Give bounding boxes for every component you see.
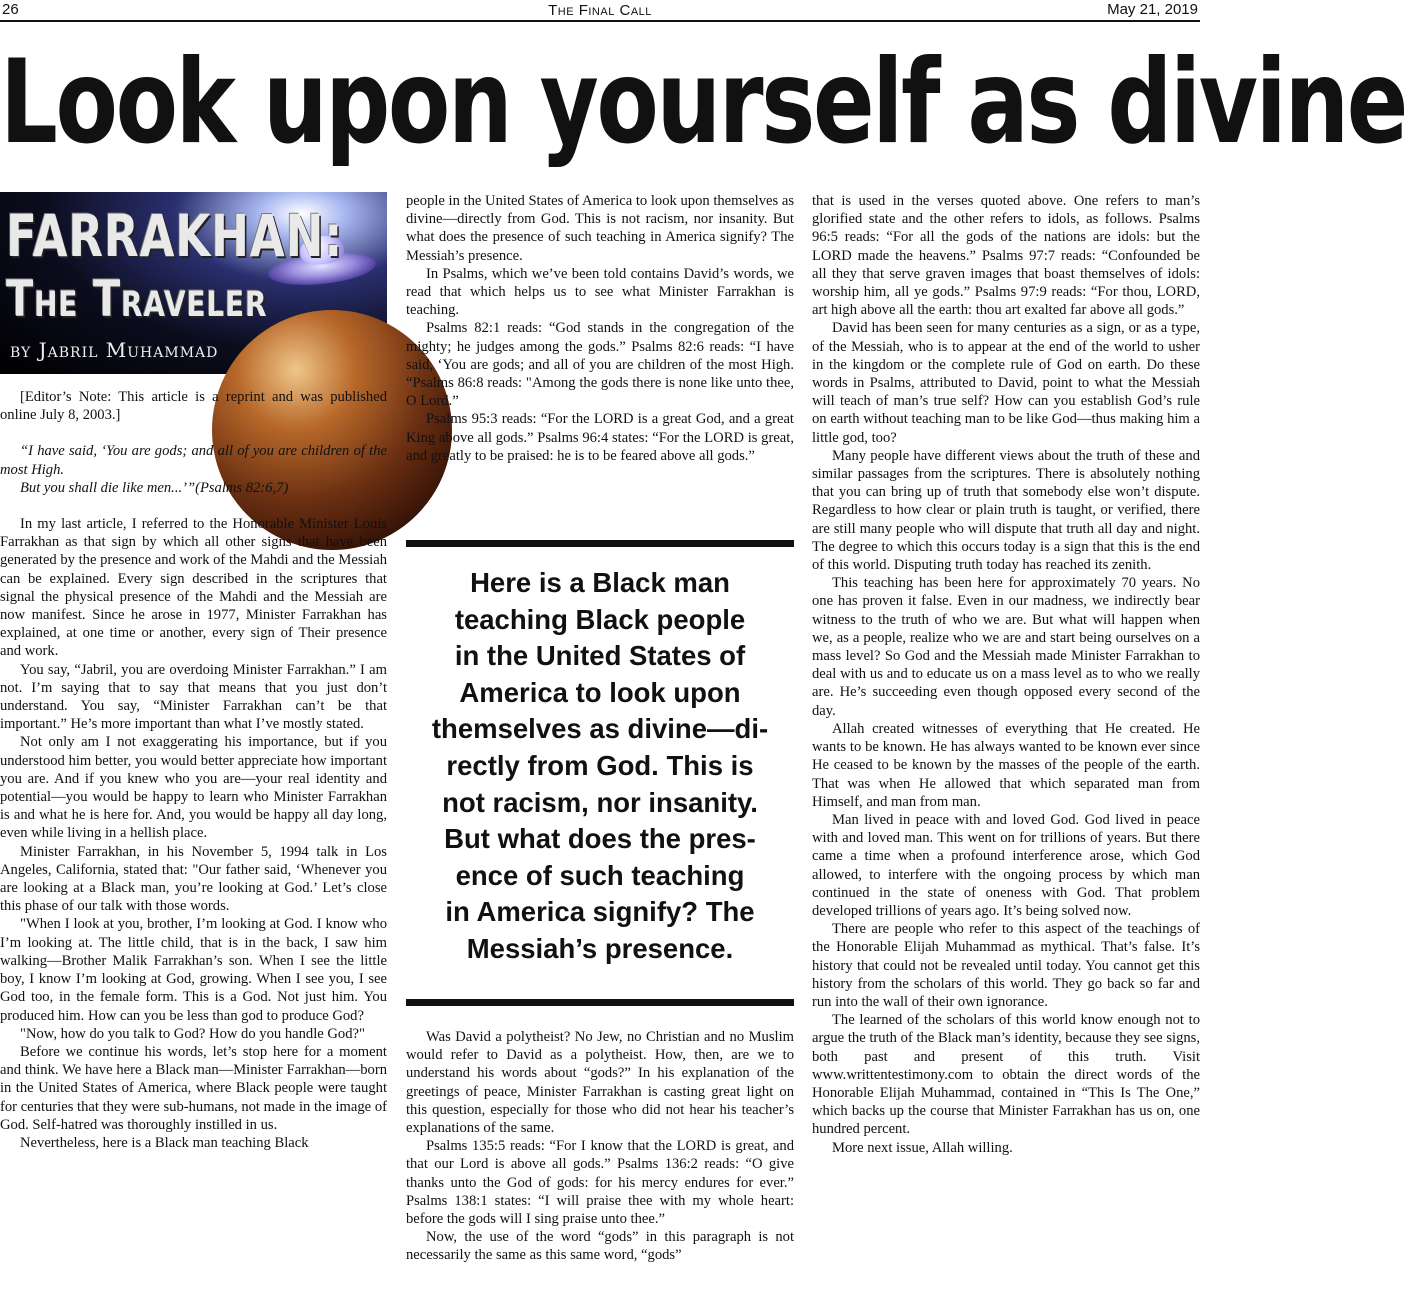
banner-title-line2: The Traveler (6, 270, 268, 328)
pull-quote-line: in the United States of (454, 640, 746, 672)
pull-quote-text (406, 565, 794, 968)
paragraph: More next issue, Allah willing. (832, 1139, 1013, 1156)
paragraph: Before we continue his words, let’s stop here for a moment and think. We have here a Black man—Minister Farrakhan—born in the United States of America, where Black people were taught for centuries that they were sub-humans, not made in the image of God. Self-hatred was thoroughly instilled in us. (0, 1043, 387, 1133)
paragraph: In Psalms, which we’ve been told contains David’s words, we read that which helps us to see what Minister Farrakhan is teaching. (406, 265, 794, 319)
banner-byline: by Jabril Muhammad (10, 338, 219, 362)
pull-quote-line: themselves as divine—di- (431, 713, 769, 745)
paragraph: Now, the use of the word “gods” in this paragraph is not necessarily the same as this same word, “gods” (406, 1229, 794, 1264)
pull-quote-line: Messiah’s presence. (466, 932, 734, 964)
paragraph: Psalms 135:5 reads: “For I know that the LORD is great, and that our Lord is above all gods.” Psalms 136:2 reads: “O give thanks unto the God of gods: for his mercy endures for ever.” Psalms 138:1 states: “I will praise thee with my whole heart: before the gods will I sing praise unto thee.” (406, 1138, 794, 1228)
article-column-2-top (406, 192, 794, 464)
epigraph-line: But you shall die like men...’”(Psalms 82:6,7) (20, 479, 289, 496)
epigraph-line: “I have said, ‘You are gods; and all of you are children of the most High. (0, 443, 387, 478)
paragraph: Not only am I not exaggerating his importance, but if you understood him better, you would better appreciate how important you are. And if you knew who you are—your real identity and potential—you would be happy to learn who Minister Farrakhan is and what he is here for. And, you would be happy all day long, even while living in a hellish place. (0, 734, 387, 842)
paragraph: You say, “Jabril, you are overdoing Minister Farrakhan.” I am not. I’m saying that to say that means that you just don’t understand. You say, “Minister Farrakhan can’t be that important.” He’s more important than what I’ve mostly stated. (0, 661, 387, 733)
paragraph: The learned of the scholars of this world know enough not to argue the truth of the Black man’s identity, because they see signs, both past and present of this truth. Visit www.writtentestimony.com to obtain the direct words of the Honorable Elijah Muhammad, contained in “This Is The One,” which backs up the course that Minister Farrakhan has us on, one hundred percent. (812, 1012, 1200, 1138)
paragraph: Nevertheless, here is a Black man teaching Black (20, 1134, 309, 1151)
article-column-2-bottom (406, 1028, 794, 1293)
paragraph: Psalms 82:1 reads: “God stands in the congregation of the mighty; he judges among the gods.” Psalms 82:6 reads: “I have said, ‘You are gods; and all of you are children of the most High. “Psalms 86:8 reads: "Among the gods there is none like unto thee, O Lord.” (406, 320, 794, 410)
paragraph: Minister Farrakhan, in his November 5, 1994 talk in Los Angeles, California, stated that: "Our father said, ‘Whenever you are looking at a Black man, you’re looking at God.’ Let’s close this phase of our talk with those words. (0, 843, 387, 915)
pull-quote-line: But what does the pres- (444, 823, 756, 855)
pull-quote-line: not racism, nor insanity. (442, 786, 758, 818)
paragraph: This teaching has been here for approximately 70 years. No one has proven it false. Even in our madness, we indirectly bear witness to the truth of who we are. But what will happen when we, as a people, realize who we are and start being ourselves on a mass level? So God and the Messiah made Minister Farrakhan to deal with us and to educate us on a mass level as to who we really are. He’s succeeding even though opposed every second of the day. (812, 575, 1200, 719)
article-column-1 (0, 388, 387, 1293)
paragraph: people in the United States of America to look upon themselves as divine—directly from God. This is not racism, nor insanity. But what does the presence of such teaching in America signify? The Messiah’s presence. (406, 193, 794, 264)
paragraph: Allah created witnesses of everything that He created. He wants to be known. He has always wanted to be known ever since He ceased to be known by the masses of the people of the earth. That was when He allowed that which separated man from Himself, and man from man. (812, 720, 1200, 810)
paragraph: "When I look at you, brother, I’m looking at God. I know who I’m looking at. The little child, that is in the back, I saw him walking—Brother Malik Farrakhan’s son. When I see the little boy, I know I’m looking at God, growing. When I see you, I see God too, in the female form. This is a God. Not just him. You produced him. How can you be less than god to produce God? (0, 916, 387, 1024)
paragraph: There are people who refer to this aspect of the teachings of the Honorable Elijah Muhammad as mythical. That’s false. It’s history that could not be revealed until today. You cannot get this history from the scholars of this world. They go back so far and run into the wall of their own ignorance. (812, 921, 1200, 1010)
pull-quote-line: rectly from God. This is (446, 749, 754, 781)
paragraph: Psalms 95:3 reads: “For the LORD is a great God, and a great King above all gods.” Psalms 96:4 states: “For the LORD is great, and greatly to be praised: he is to be feared above all gods.” (406, 411, 794, 464)
paragraph: Was David a polytheist? No Jew, no Christian and no Muslim would refer to David as a polytheist. How, then, are we to understand his words about “gods?” In his explanation of the greetings of peace, Minister Farrakhan is casting great light on this question, especially for those who did not hear his teacher’s explanations of the same. (406, 1029, 794, 1137)
paragraph: Many people have different views about the truth of these and similar passages from the scriptures. There is absolutely nothing that you can bring up of truth that somebody else won’t dispute. Regardless to how clear or plain truth is taught, or verified, there are still many people who will dispute that truth all day and night. The degree to which this occurs today is a sign that this is the end of this world. Disputing truth today has reached its zenith. (812, 447, 1200, 574)
pull-quote (406, 540, 794, 1006)
pull-quote-line: ence of such teaching (455, 859, 745, 891)
article-column-3 (812, 192, 1200, 1293)
column-banner (0, 192, 387, 374)
paragraph: In my last article, I referred to the Honorable Minister Louis Farrakhan as that sign by which all other signs that have been generated by the presence and work of the Mahdi and the Messiah can be explained. Every sign described in the scriptures that signal the physical presence of the Mahdi and the Messiah are now manifest. Since he arose in 1977, Minister Farrakhan has explained, at one time or another, every sign of Their presence and work. (0, 516, 388, 660)
epigraph-quote (0, 442, 387, 497)
banner-title-line1: FARRAKHAN: (6, 202, 344, 270)
newspaper-name: The Final Call (548, 2, 652, 19)
paragraph: Man lived in peace with and loved God. God lived in peace with and loved man. This went on for trillions of years. But there came a time when a profound interference arose, which God allowed, to interfere with the ongoing process by which man continued in the state of oneness with God. That problem developed trillions of years ago. It’s being solved now. (812, 811, 1200, 919)
pull-quote-line: teaching Black people (454, 603, 746, 635)
issue-date: May 21, 2019 (1107, 1, 1198, 18)
pull-quote-line: America to look upon (459, 676, 741, 708)
paragraph: that is used in the verses quoted above. One refers to man’s glorified state and the other refers to idols, as follows. Psalms 96:5 reads: “For all the gods of the nations are idols: but the LORD made the heavens.” Psalms 97:7 reads: “Confounded be all they that serve graven images that boast themselves of idols: worship him, all ye gods.” Psalms 97:9 reads: “For thou, LORD, art high above all the earth: thou art exalted far above all gods.” (812, 193, 1200, 319)
page-header (0, 0, 1200, 22)
editors-note: [Editor’s Note: This article is a reprint and was published online July 8, 2003.] (0, 389, 387, 424)
paragraph: "Now, how do you talk to God? How do you handle God?" (20, 1025, 365, 1042)
pull-quote-line: Here is a Black man (470, 567, 730, 598)
page-number: 26 (2, 1, 19, 18)
paragraph: David has been seen for many centuries as a sign, or as a type, of the Messiah, who is to appear at the end of the world to usher in the kingdom or the complete rule of God on earth. Do these words in Psalms, attributed to David, point to what the Messiah will teach of man’s true self? How can you establish God’s rule on earth without teaching man to be like God—thus making him a little god, too? (812, 320, 1200, 446)
pull-quote-line: in America signify? The (445, 896, 755, 928)
headline: Look upon yourself as divine (0, 35, 1406, 170)
